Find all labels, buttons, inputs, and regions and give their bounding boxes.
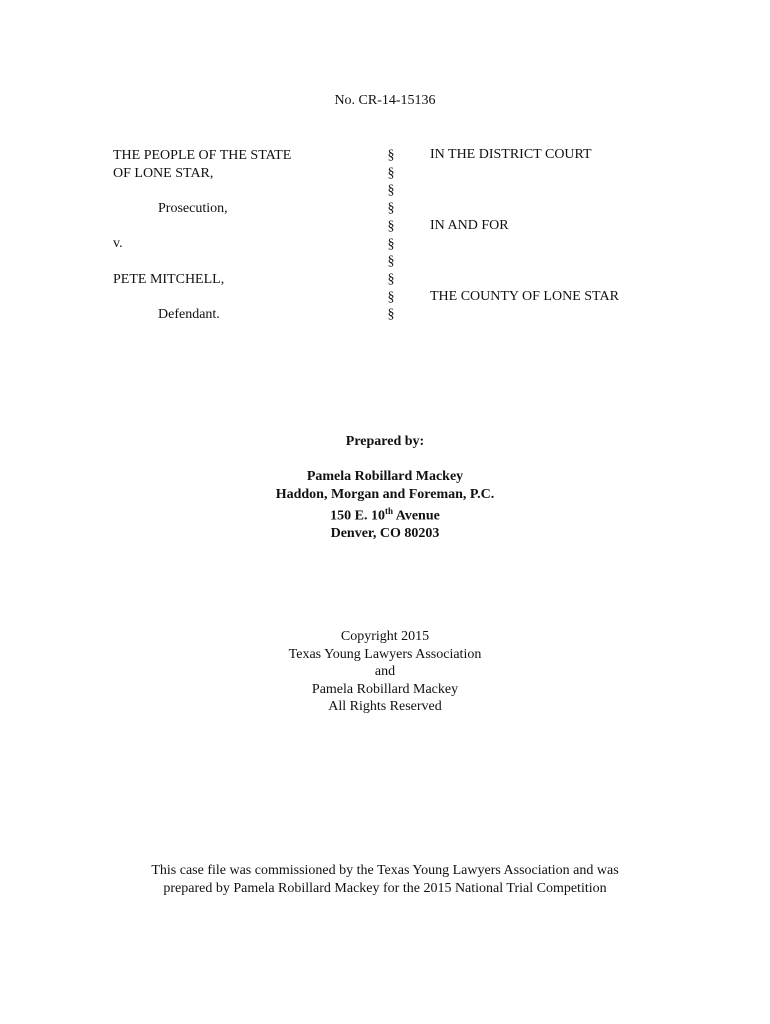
court-line-3: THE COUNTY OF LONE STAR [430,289,619,304]
copyright-org: Texas Young Lawyers Association [288,646,482,662]
copyright-block [0,628,770,716]
section-symbol: § [387,148,395,163]
defendant-role: Defendant. [158,307,220,323]
versus: v. [113,236,123,252]
prepared-by-heading: Prepared by: [345,434,425,449]
spacer [113,182,363,200]
street-prefix: 150 E. 10 [330,508,385,524]
case-number: No. CR-14-15136 [334,93,436,108]
section-symbol: § [387,307,395,323]
spacer [113,289,363,307]
copyright-and: and [374,664,396,679]
caption-left-block [113,147,363,324]
court-line-2: IN AND FOR [430,218,509,233]
rights-reserved: All Rights Reserved [328,699,442,714]
section-symbol: § [387,236,395,252]
commission-line-2: prepared by Pamela Robillard Mackey for the 2015 National Trial Competition [163,880,607,896]
street-address [0,503,770,525]
law-firm: Haddon, Morgan and Foreman, P.C. [275,486,495,502]
section-symbol-column [385,147,397,324]
street-ordinal: th [385,506,394,516]
section-symbol: § [387,289,395,305]
section-symbol: § [387,254,395,270]
street-suffix: Avenue [393,508,440,524]
court-line-1: IN THE DISTRICT COURT [430,147,592,162]
section-symbol: § [387,183,395,199]
commission-line-1: This case file was commissioned by the Texas Young Lawyers Association and was [151,863,619,878]
section-symbol: § [387,271,395,287]
party-role: Prosecution, [158,201,228,217]
author-block [0,468,770,543]
spacer [113,218,363,236]
author-name: Pamela Robillard Mackey [306,469,464,484]
copyright-line: Copyright 2015 [340,629,430,644]
spacer [113,253,363,271]
defendant-name: PETE MITCHELL, [113,271,225,287]
commission-note [0,862,770,897]
city-state-zip: Denver, CO 80203 [330,526,440,542]
party-line-2: OF LONE STAR, [113,165,214,181]
section-symbol: § [387,201,395,217]
section-symbol: § [387,165,395,181]
copyright-author: Pamela Robillard Mackey [311,681,459,697]
party-line-1: THE PEOPLE OF THE STATE [113,148,292,163]
section-symbol: § [387,218,395,234]
